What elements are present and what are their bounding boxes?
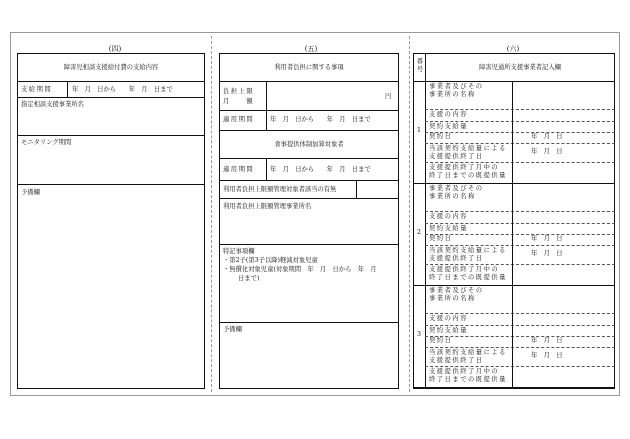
row-line — [219, 81, 399, 82]
row-line — [219, 244, 399, 245]
row-line — [413, 387, 615, 388]
column-title-5: (五) — [304, 45, 318, 53]
section-6-heading: 障害児通所支援事業者記入欄 — [479, 64, 561, 71]
apply2-label: 適用期間 — [223, 166, 255, 173]
group-number: 1 — [416, 127, 421, 134]
field-label-line2: 終了日までの既提供量 — [429, 273, 507, 281]
monitoring-label: モニタリング期間 — [21, 139, 72, 146]
col-line — [512, 121, 513, 132]
col-line — [512, 143, 513, 162]
special-item-2: ・無償化対象児童(対象期間 年 月 日から 年 月 — [223, 266, 377, 273]
special-heading: 特記事項欄 — [223, 248, 255, 255]
field-label: 当該契約支給量による — [429, 348, 507, 356]
field-label: 当該契約支給量による — [429, 246, 507, 254]
field-label: 支援の内容 — [429, 213, 468, 220]
field-label: 事業者及びその — [429, 185, 484, 192]
col-line — [512, 81, 513, 109]
field-label: 支援の内容 — [429, 315, 468, 322]
row-line — [425, 347, 615, 348]
field-label: 支援の内容 — [429, 111, 468, 118]
row-line — [425, 313, 615, 314]
col-line — [266, 158, 267, 180]
col-line — [512, 162, 513, 183]
column-divider — [211, 36, 212, 392]
group-number: 2 — [416, 229, 421, 236]
field-label-line2: 終了日までの既提供量 — [429, 171, 507, 179]
col-line — [266, 110, 267, 130]
col-line — [512, 347, 513, 366]
col-line — [512, 223, 513, 234]
col-line — [356, 180, 357, 198]
provider-label: 指定相談支援事業所名 — [21, 101, 84, 108]
row-line — [425, 336, 615, 337]
column-divider — [409, 36, 410, 392]
field-label-line2: 支援提供終了日 — [429, 356, 484, 364]
mgmt-target-label: 利用者負担上限額管理対象者該当の有無 — [223, 186, 337, 193]
row-line — [17, 81, 205, 82]
row-line — [413, 183, 615, 184]
column-title-6: (六) — [506, 45, 520, 53]
apply-label: 適用期間 — [223, 116, 255, 123]
row-line — [425, 234, 615, 235]
col-line — [512, 245, 513, 264]
date-value: 年 月 日 — [531, 337, 563, 345]
section-4-heading: 障害児相談支援給付費の支給内容 — [63, 64, 159, 71]
col-line — [425, 53, 426, 389]
col-line — [512, 234, 513, 245]
date-value: 年 月 日 — [531, 133, 563, 141]
col-line — [67, 81, 68, 97]
row-line — [219, 110, 399, 111]
col-line — [512, 211, 513, 224]
burden-label-1: 負担上限 — [223, 88, 255, 95]
row-line — [425, 264, 615, 265]
field-label: 契約日 — [429, 235, 453, 243]
col-line — [512, 183, 513, 211]
row-line — [413, 285, 615, 286]
row-line — [413, 81, 615, 82]
col-line — [266, 81, 267, 110]
row-line — [425, 132, 615, 133]
col-line — [512, 325, 513, 336]
period-value: 年 月 日から 年 月 日まで — [72, 86, 173, 93]
field-label: 支援提供終了月中の — [429, 367, 500, 375]
col-line — [512, 336, 513, 347]
row-line — [219, 158, 399, 159]
date-value: 年 月 日 — [531, 352, 563, 360]
field-label: 契約支給量 — [429, 224, 468, 232]
field-label: 支援提供終了月中の — [429, 163, 500, 171]
field-label-line2: 終了日までの既提供量 — [429, 375, 507, 383]
field-label-line2: 事業所の名称 — [429, 193, 476, 200]
col-line — [512, 313, 513, 326]
yen-unit: 円 — [385, 93, 392, 100]
row-line — [17, 135, 205, 136]
special-item-1: ・第2子(第3子以降)軽減対象児童 — [223, 257, 318, 264]
row-line — [425, 245, 615, 246]
field-label: 事業者及びその — [429, 287, 484, 294]
field-label-line2: 事業所の名称 — [429, 295, 476, 302]
apply-value: 年 月 日から 年 月 日まで — [270, 116, 371, 123]
date-value: 年 月 日 — [531, 250, 563, 258]
row-line — [425, 143, 615, 144]
row-line — [425, 211, 615, 212]
meal-heading: 食事提供体制加算対象者 — [274, 141, 344, 148]
row-line — [425, 109, 615, 110]
col-line — [512, 109, 513, 122]
date-value: 年 月 日 — [531, 235, 563, 243]
row-line — [219, 180, 399, 181]
col-line — [512, 285, 513, 313]
number-header: 番号 — [416, 58, 424, 73]
date-value: 年 月 日 — [531, 148, 563, 156]
field-label-line2: 事業所の名称 — [429, 91, 476, 98]
col-line — [512, 132, 513, 143]
row-line — [17, 184, 205, 185]
burden-label-2: 月 額 — [223, 98, 255, 105]
notes-label-5: 予備欄 — [223, 326, 242, 333]
row-line — [17, 97, 205, 98]
field-label: 契約日 — [429, 133, 453, 141]
notes-label: 予備欄 — [21, 189, 40, 196]
row-line — [219, 198, 399, 199]
special-item-3: 日まで) — [238, 275, 260, 282]
column-title-4: (四) — [108, 45, 122, 53]
field-label: 契約日 — [429, 337, 453, 345]
row-line — [425, 162, 615, 163]
field-label: 契約支給量 — [429, 326, 468, 334]
field-label: 契約支給量 — [429, 122, 468, 130]
period-label: 支給期間 — [21, 86, 53, 93]
mgmt-office-label: 利用者負担上限額管理事業所名 — [223, 203, 312, 210]
row-line — [425, 366, 615, 367]
field-label: 支援提供終了月中の — [429, 265, 500, 273]
row-line — [219, 322, 399, 323]
field-label: 当該契約支給量による — [429, 144, 507, 152]
section-5-heading: 利用者負担に関する事項 — [274, 64, 344, 71]
col-line — [512, 366, 513, 387]
field-label: 事業者及びその — [429, 83, 484, 90]
col-line — [512, 264, 513, 285]
row-line — [219, 130, 399, 131]
field-label-line2: 支援提供終了日 — [429, 152, 484, 160]
apply2-value: 年 月 日から 年 月 日まで — [270, 166, 371, 173]
field-label-line2: 支援提供終了日 — [429, 254, 484, 262]
group-number: 3 — [416, 331, 421, 338]
